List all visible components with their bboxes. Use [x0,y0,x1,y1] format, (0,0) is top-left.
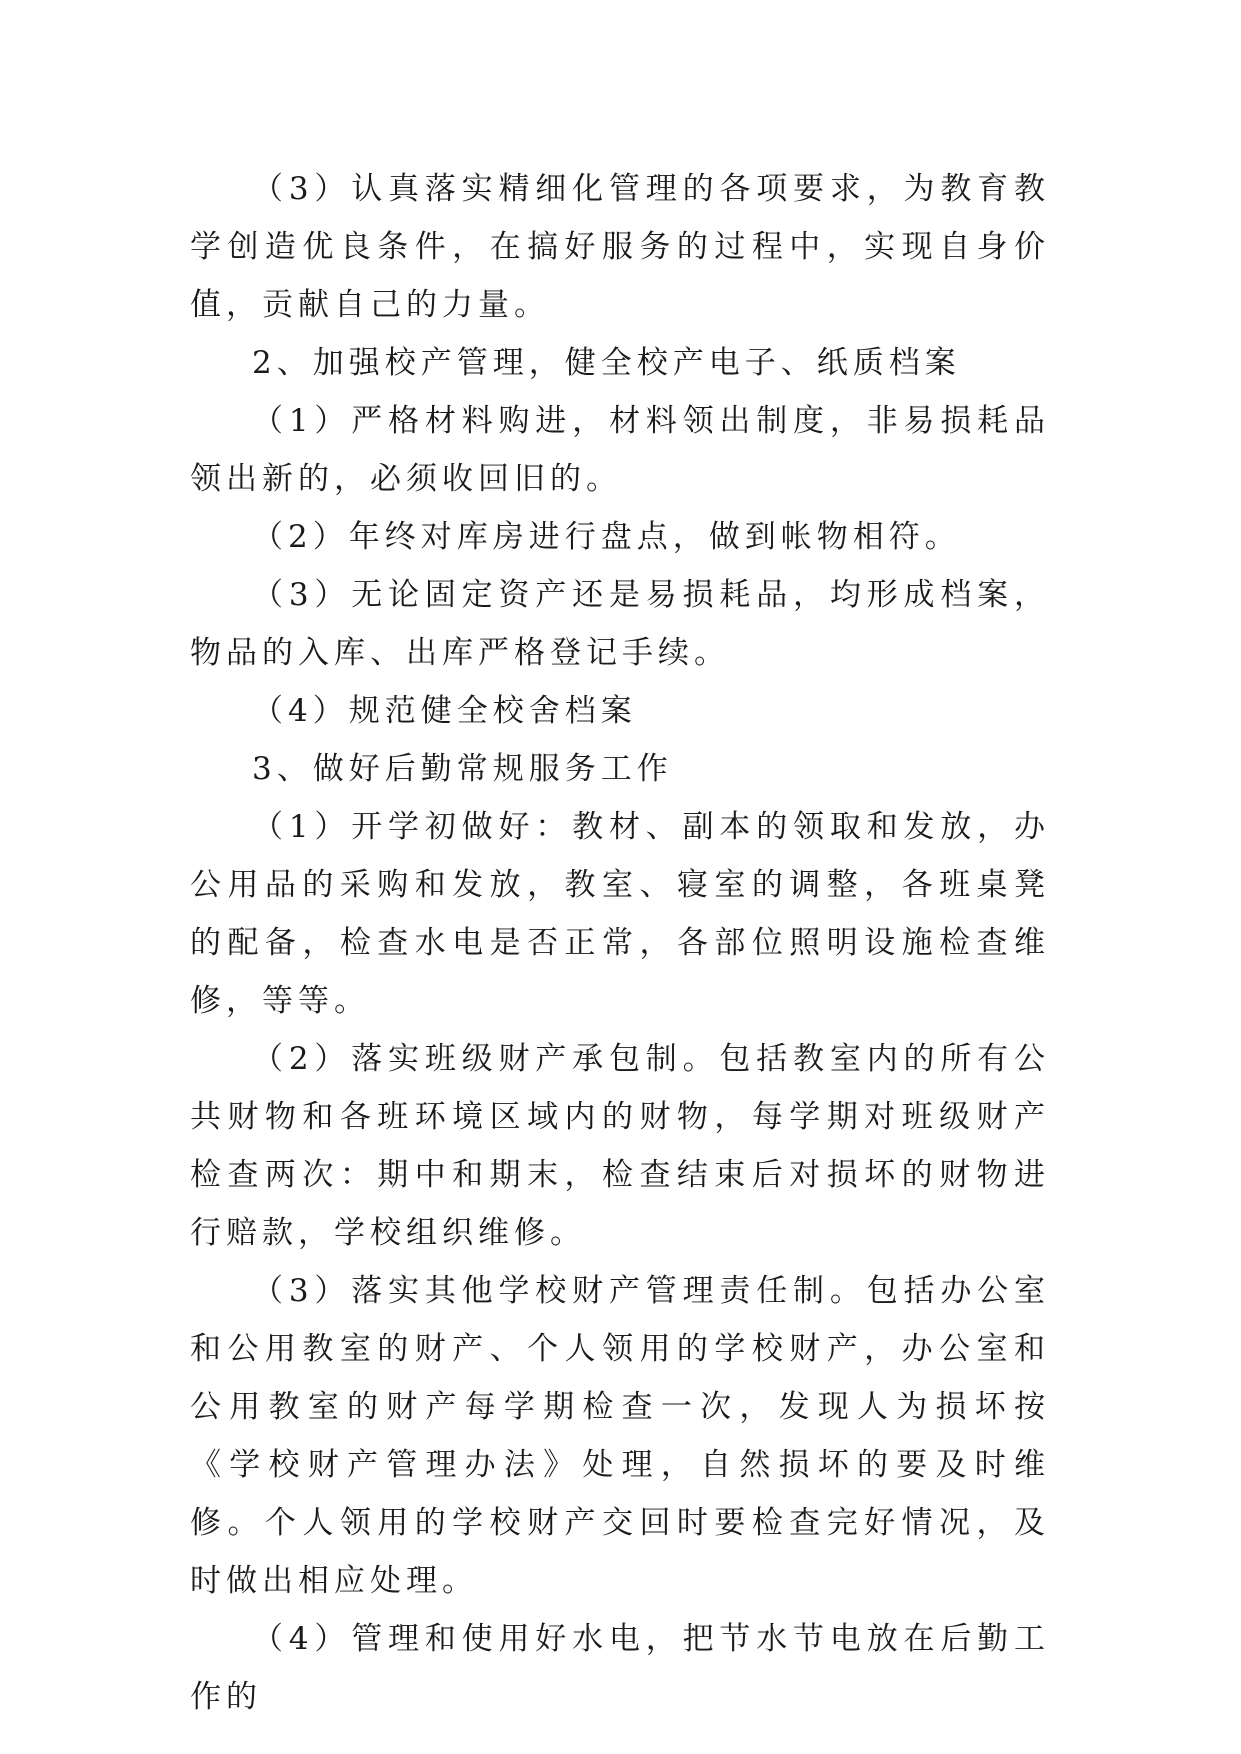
paragraph-item-3-archives: （3）无论固定资产还是易损耗品，均形成档案，物品的入库、出库严格登记手续。 [190,577,1050,671]
paragraph-item-2-inventory: （2）年终对库房进行盘点，做到帐物相符。 [252,519,961,555]
paragraph-item-3-responsibility: （3）落实其他学校财产管理责任制。包括办公室和公用教室的财产、个人领用的学校财产，办公室和公用教室的财产每学期检查一次，发现人为损坏按《学校财产管理办法》处理，自然损坏的要及时维修。个人领用的学校财产交回时要检查完好情况，及时做出相应处理。 [190,1273,1050,1599]
paragraph-item-4-building-archives: （4）规范健全校舍档案 [252,693,637,729]
paragraph-item-1-semester-start: （1）开学初做好：教材、副本的领取和发放，办公用品的采购和发放，教室、寝室的调整，各班桌凳的配备，检查水电是否正常，各部位照明设施检查维修，等等。 [190,809,1050,1019]
section-heading-asset-management: 2、加强校产管理，健全校产电子、纸质档案 [252,345,961,381]
section-heading-routine-service: 3、做好后勤常规服务工作 [252,751,673,787]
paragraph-item-3-requirements: （3）认真落实精细化管理的各项要求，为教育教学创造优良条件，在搞好服务的过程中，实现自身价值，贡献自己的力量。 [190,171,1050,323]
paragraph-item-1-materials: （1）严格材料购进，材料领出制度，非易损耗品领出新的，必须收回旧的。 [190,403,1050,497]
paragraph-item-2-class-property: （2）落实班级财产承包制。包括教室内的所有公共财物和各班环境区域内的财物，每学期对班级财产检查两次：期中和期末，检查结束后对损坏的财物进行赔款，学校组织维修。 [190,1041,1050,1251]
document-body [190,160,1050,1726]
paragraph-item-4-water-electricity: （4）管理和使用好水电，把节水节电放在后勤工作的 [190,1621,1050,1715]
